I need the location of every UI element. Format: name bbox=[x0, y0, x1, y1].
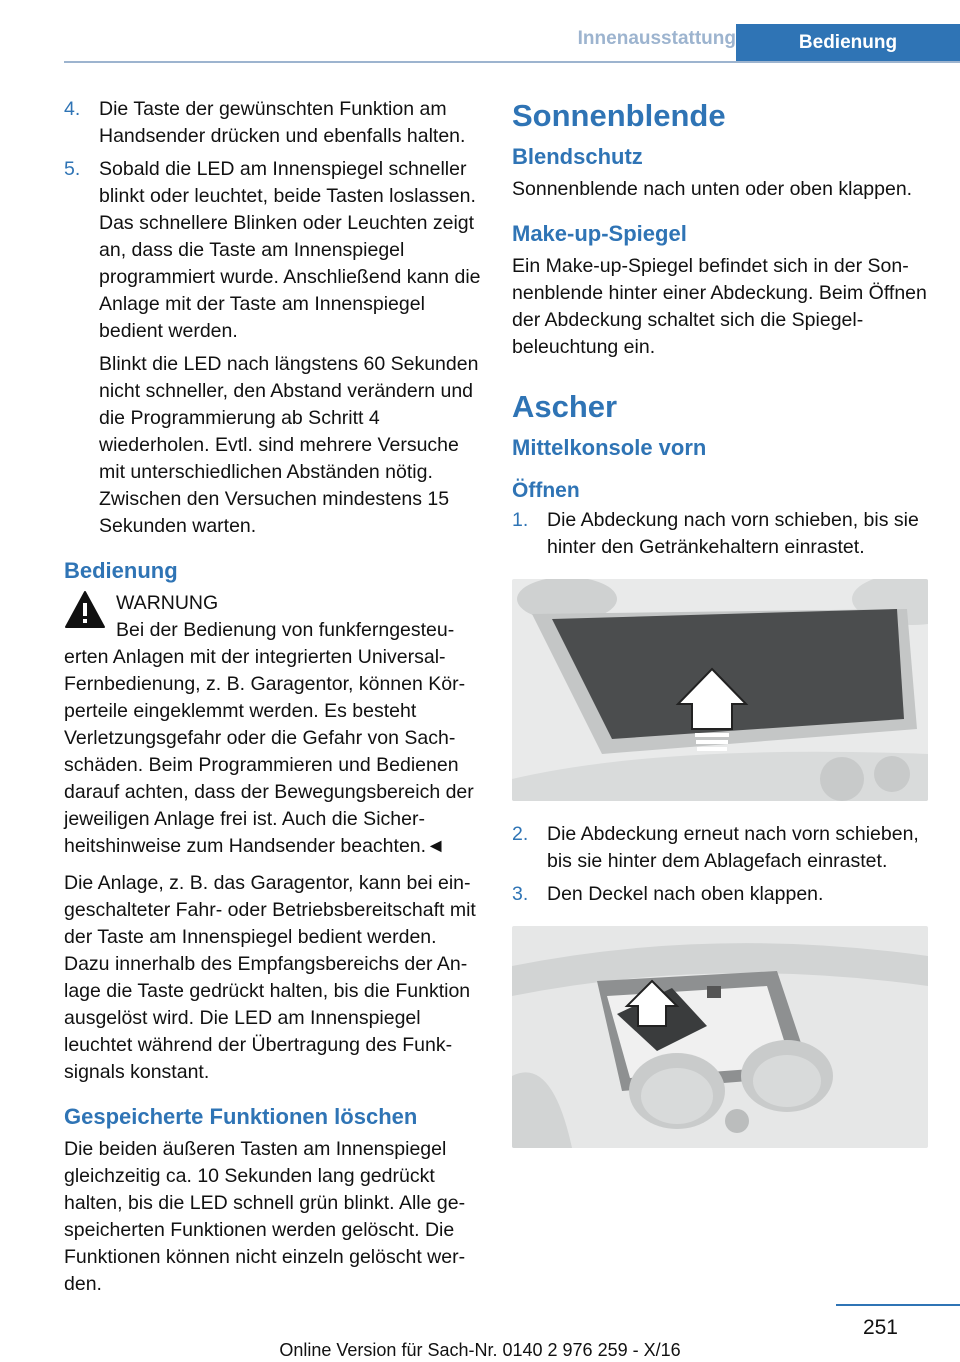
programming-steps bbox=[64, 96, 482, 540]
page-number: 251 bbox=[862, 1316, 898, 1339]
warning-text: Bei der Bedienung von funkferngesteuerten Anlagen mit der integrierten Universal-Fernbedienung, z. B. Garagentor, können Körperteile eingeklemmt werden. Es besteht Verletzungsgefahr oder die Gefahr von Sachschäden. Beim Programmieren und Bedienen darauf achten, dass der Bewegungsbereich der jeweiligen Anlage frei ist. Auch die Sicherheitshinweise zum Handsender beachten.◄ bbox=[64, 619, 474, 857]
step-2 bbox=[512, 821, 930, 875]
step-3 bbox=[512, 881, 930, 908]
heading-delete-functions: Gespeicherte Funktionen löschen bbox=[64, 1104, 418, 1129]
step-1 bbox=[512, 507, 930, 561]
heading-oeffnen: Öffnen bbox=[512, 479, 580, 502]
heading-blendschutz: Blendschutz bbox=[512, 144, 643, 169]
warning-box bbox=[64, 590, 482, 617]
title-sonnenblende: Sonnenblende bbox=[512, 98, 726, 133]
cupholder-ashtray-illustration bbox=[512, 926, 928, 1148]
step-text: Sobald die LED am Innenspiegel schneller blinkt oder leuchtet, beide Tasten loslassen. Das schnellere Blinken oder Leuchten zeigt an, dass die Taste am Innenspiegel programmiert wurde. Anschließend kann die Anlage mit der Taste am Innenspiegel bedient werden. bbox=[99, 158, 481, 342]
title-ascher: Ascher bbox=[512, 389, 618, 424]
step-text: Den Deckel nach oben klappen. bbox=[547, 883, 824, 905]
console-cover-illustration bbox=[512, 579, 928, 801]
left-column bbox=[64, 96, 482, 1308]
section-tab-bedienung-active[interactable]: Bedienung bbox=[736, 24, 960, 62]
heading-makeup-spiegel: Make-up-Spiegel bbox=[512, 221, 687, 246]
right-column bbox=[512, 96, 930, 1168]
ashtray-steps-b bbox=[512, 821, 930, 908]
page-header bbox=[64, 24, 960, 62]
blendschutz-text: Sonnenblende nach unten oder oben klappen. bbox=[512, 178, 913, 200]
section-tab-innenausstattung[interactable]: Innenausstattung bbox=[577, 28, 736, 49]
step-number: 5. bbox=[64, 158, 81, 180]
footer-divider bbox=[836, 1304, 960, 1306]
operation-paragraph: Die Anlage, z. B. das Garagentor, kann bei eingeschalteter Fahr- oder Betriebsbereitschaft mit der Taste am Innenspiegel bedient werden. Dazu innerhalb des Empfangsbereichs der Anlage die Taste gedrückt halten, bis die Funktion ausgelöst wird. Die LED am Innenspiegel leuchtet während der Übertragung des Funksignals konstant. bbox=[64, 872, 476, 1083]
step-number: 4. bbox=[64, 98, 81, 120]
step-number: 1. bbox=[512, 509, 529, 531]
heading-mittelkonsole-vorn: Mittelkonsole vorn bbox=[512, 435, 707, 460]
step-number: 2. bbox=[512, 823, 529, 845]
step-text: Die Taste der gewünschten Funktion am Handsender drücken und ebenfalls halten. bbox=[99, 98, 466, 147]
step-4 bbox=[64, 96, 482, 150]
makeup-text: Ein Make-up-Spiegel befindet sich in der Sonnenblende hinter einer Abdeckung. Beim Öffnen der Abdeckung schaltet sich die Spiegelbeleuchtung ein. bbox=[512, 255, 927, 358]
online-version-note: Online Version für Sach-Nr. 0140 2 976 259 - X/16 bbox=[279, 1340, 681, 1360]
heading-bedienung: Bedienung bbox=[64, 558, 178, 583]
step-5 bbox=[64, 156, 482, 540]
step-text: Die Abdeckung nach vorn schieben, bis sie hinter den Getränkehaltern einrastet. bbox=[547, 509, 919, 558]
warning-triangle-icon bbox=[64, 590, 106, 630]
ashtray-steps-a bbox=[512, 507, 930, 561]
step-number: 3. bbox=[512, 883, 529, 905]
delete-paragraph: Die beiden äußeren Tasten am Innenspiegel gleichzeitig ca. 10 Sekunden lang gedrückt halten, bis die LED schnell grün blinkt. Alle gespeicherten Funktionen werden gelöscht. Die Funktionen können nicht einzeln gelöscht werden. bbox=[64, 1138, 466, 1295]
step-text: Die Abdeckung erneut nach vorn schieben, bis sie hinter dem Ablagefach einrastet. bbox=[547, 823, 919, 872]
step-note: Blinkt die LED nach längstens 60 Sekunden nicht schneller, den Abstand verändern und die Programmierung ab Schritt 4 wiederholen. Evtl. sind mehrere Versuche mit unterschiedlichen Abständen nötig. Zwischen den Versuchen mindestens 15 Sekunden warten. bbox=[99, 353, 479, 537]
header-divider bbox=[64, 61, 960, 63]
warning-title: WARNUNG bbox=[116, 592, 219, 614]
